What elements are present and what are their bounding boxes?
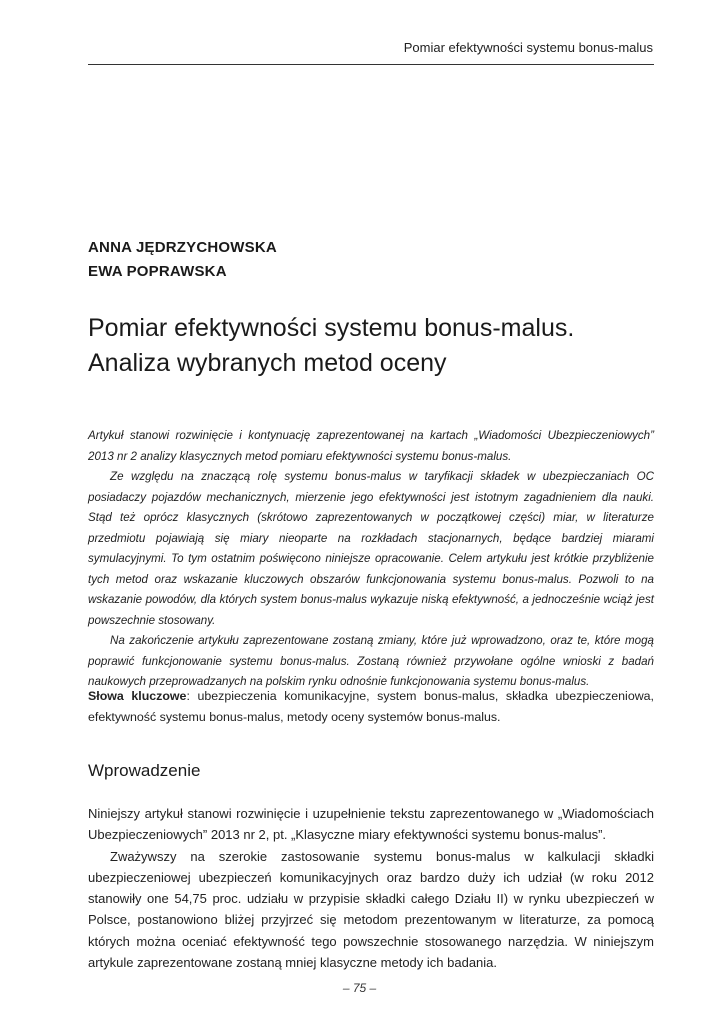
abstract-paragraph: Na zakończenie artykułu zaprezentowane zostaną zmiany, które już wprowadzono, oraz te, które mogą poprawić funkcjonowanie systemu bonus-malus. Zostaną również przywołane ogólne wnioski z badań naukowych przeprowadzanych na polskim rynku odnośnie funkcjonowania systemu bonus-malus. xyxy=(88,634,654,688)
section-heading: Wprowadzenie xyxy=(88,761,201,780)
abstract xyxy=(88,426,654,693)
section-body xyxy=(88,803,654,973)
article-title-line: Pomiar efektywności systemu bonus-malus. xyxy=(88,314,575,342)
body-paragraph: Zważywszy na szerokie zastosowanie systemu bonus-malus w kalkulacji składki ubezpieczeniowej ubezpieczeń komunikacyjnych oraz bardzo duży ich udział (w roku 2012 stanowiły one 54,75 proc. udziału w przypisie składki całego Działu II) w rynku ubezpieczeń w Polsce, postanowiono bliżej przyjrzeć się metodom prezentowanym w literaturze, za pomocą których można oceniać efektywność tego powszechnie stosowanego narzędzia. W niniejszym artykule zaprezentowane zostaną mniej klasyczne metody ich badania. xyxy=(88,848,654,971)
running-head: Pomiar efektywności systemu bonus-malus xyxy=(403,40,653,55)
abstract-paragraph: Artykuł stanowi rozwinięcie i kontynuację zaprezentowanej na kartach „Wiadomości Ubezpieczeniowych” 2013 nr 2 analizy klasycznych metod pomiaru efektywności systemu bonus-malus. xyxy=(88,429,654,463)
keywords xyxy=(88,686,654,728)
body-paragraph: Niniejszy artykuł stanowi rozwinięcie i uzupełnienie tekstu zaprezentowanego w „Wiadomościach Ubezpieczeniowych” 2013 nr 2, pt. „Klasyczne miary efektywności systemu bonus-malus”. xyxy=(88,806,654,843)
article-title xyxy=(88,311,658,381)
author-list xyxy=(88,236,277,284)
page-number: – 75 – xyxy=(342,981,377,995)
keywords-label: Słowa kluczowe xyxy=(88,689,187,703)
author-name: EWA POPRAWSKA xyxy=(88,263,227,280)
author-name: ANNA JĘDRZYCHOWSKA xyxy=(88,239,277,256)
abstract-paragraph: Ze względu na znaczącą rolę systemu bonus-malus w taryfikacji składek w ubezpieczaniach OC posiadaczy pojazdów mechanicznych, mierzenie jego efektywności jest istotnym zagadnieniem dla nauki. Stąd też oprócz klasycznych (skrótowo zaprezentowanych w początkowej części) miar, w literaturze przedmiotu pojawiają się miary nieoparte na rozkładach stacjonarnych, będące bardziej miarami symulacyjnymi. To tym ostatnim poświęcono niniejsze opracowanie. Celem artykułu jest krótkie przybliżenie tych metod oraz wskazanie kluczowych obszarów funkcjonowania systemu bonus-malus. Pozwoli to na wskazanie powodów, dla których system bonus-malus wykazuje niską efektywność, a jednocześnie wciąż jest powszechnie stosowany. xyxy=(88,470,654,627)
keywords-text: : ubezpieczenia komunikacyjne, system bonus-malus, składka ubezpieczeniowa, efektywność systemu bonus-malus, metody oceny systemów bonus-malus. xyxy=(88,689,654,724)
article-title-line: Analiza wybranych metod oceny xyxy=(88,349,447,377)
header-divider xyxy=(88,64,654,65)
